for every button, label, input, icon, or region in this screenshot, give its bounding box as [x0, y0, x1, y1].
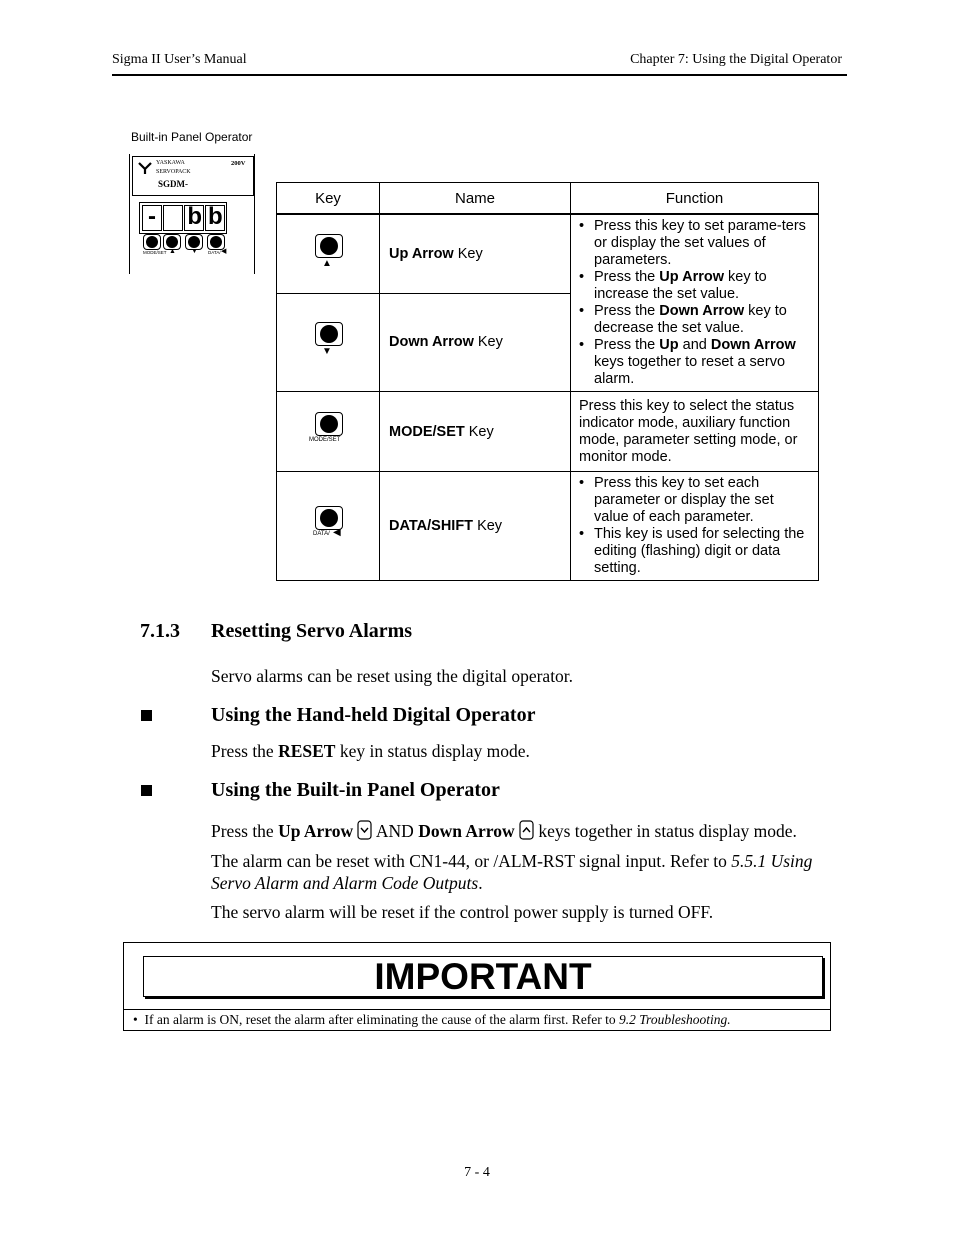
down-key-inline-icon: [357, 820, 372, 840]
up-key-cell: [277, 214, 380, 293]
data-key-function: [571, 472, 819, 581]
table-row: [277, 214, 819, 293]
down-arrow-key-icon: ▼: [313, 320, 343, 360]
table-row: [277, 392, 819, 472]
panel-voltage: 200V: [231, 160, 246, 167]
key-function-table: [276, 182, 819, 581]
mode-key-name: MODE/SET Key: [380, 392, 571, 472]
important-notice: [123, 942, 831, 1031]
panel-mode-set-label: MODE/SET: [143, 250, 167, 255]
up-arrow-key-icon: ▲: [313, 232, 343, 272]
table-row: [277, 472, 819, 581]
panel-data-label: DATA/: [208, 250, 221, 255]
panel-product: SERVOPACK: [156, 169, 191, 175]
data-shift-key-icon: DATA/ ◀: [313, 504, 343, 544]
handheld-text: Press the RESET key in status display mode.: [211, 741, 530, 761]
list-item: • Press the Down Arrow key to decrease the set value.: [579, 303, 810, 337]
list-item: • Press the Up and Down Arrow keys together to reset a servo alarm.: [579, 337, 810, 388]
section-title: Resetting Servo Alarms: [211, 620, 413, 642]
panel-caption: Built-in Panel Operator: [131, 130, 253, 144]
down-key-name: Down Arrow Key: [380, 293, 571, 391]
left-arrow-icon: ◀: [221, 247, 227, 255]
data-key-cell: [277, 472, 380, 581]
table-header-key: Key: [277, 183, 380, 215]
up-key-inline-icon: [519, 820, 534, 840]
section-intro: Servo alarms can be reset using the digital operator.: [211, 666, 574, 686]
up-key-name: Up Arrow Key: [380, 214, 571, 293]
important-divider: [124, 1009, 830, 1010]
builtin-text-2: The alarm can be reset with CN1-44, or /ALM-RST signal input. Refer to 5.5.1 Using Servo Alarm and Alarm Code Outputs.: [211, 851, 813, 893]
panel-mode-set-button[interactable]: [143, 234, 161, 250]
list-item: • Press this key to set parame-ters or display the set values of parameters.: [579, 218, 810, 269]
square-bullet-icon: [141, 710, 152, 721]
down-arrow-icon: ▼: [191, 247, 198, 255]
header-manual-title: Sigma II User’s Manual: [112, 52, 247, 67]
up-arrow-icon: ▲: [169, 247, 176, 255]
panel-segment-display: [139, 202, 227, 234]
mode-key-function: Press this key to select the status indicator mode, auxiliary function mode, parameter setting mode, or monitor mode.: [571, 392, 819, 472]
list-item: • Press the Up Arrow key to increase the set value.: [579, 269, 810, 303]
header-chapter-title: Chapter 7: Using the Digital Operator: [630, 52, 842, 67]
panel-right-edge: [254, 154, 255, 274]
square-bullet-icon: [141, 785, 152, 796]
panel-label-plate: [132, 156, 254, 196]
yaskawa-logo-icon: [138, 161, 152, 175]
builtin-text-1: Press the Up Arrow AND Down Arrow keys together in status display mode.: [211, 821, 797, 841]
display-readout: - bb: [148, 203, 229, 230]
table-header-row: [277, 183, 819, 215]
panel-model: SGDM-: [158, 179, 188, 189]
arrow-keys-function: [571, 214, 819, 392]
panel-operator-illustration: [129, 154, 255, 274]
important-title: IMPORTANT: [143, 956, 823, 997]
builtin-heading: Using the Built-in Panel Operator: [211, 779, 500, 801]
mode-key-cell: [277, 392, 380, 472]
panel-left-edge: [129, 154, 130, 274]
page-number: 7 - 4: [464, 1165, 490, 1180]
important-bullet: • If an alarm is ON, reset the alarm after eliminating the cause of the alarm first. Refer to 9.2 Troubleshooting.: [133, 1012, 731, 1027]
list-item: • This key is used for selecting the editing (flashing) digit or data setting.: [579, 526, 810, 577]
down-key-cell: [277, 293, 380, 391]
data-key-name: DATA/SHIFT Key: [380, 472, 571, 581]
builtin-text-3: The servo alarm will be reset if the control power supply is turned OFF.: [211, 902, 714, 922]
table-header-name: Name: [380, 183, 571, 215]
mode-set-key-icon: MODE/SET: [313, 410, 343, 450]
panel-brand: YASKAWA: [156, 160, 185, 166]
header-rule: [112, 74, 847, 76]
list-item: • Press this key to set each parameter or display the set value of each parameter.: [579, 475, 810, 526]
section-number: 7.1.3: [140, 620, 180, 642]
handheld-heading: Using the Hand-held Digital Operator: [211, 704, 536, 726]
table-header-function: Function: [571, 183, 819, 215]
